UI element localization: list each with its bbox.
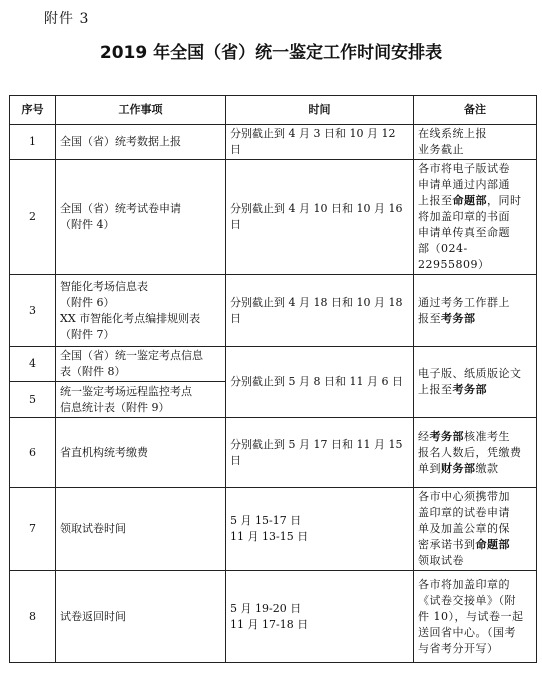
time-line: 5 月 15-17 日 — [230, 514, 302, 527]
note-text: 报名人数后，凭缴费 — [418, 445, 522, 459]
work-item — [56, 488, 226, 571]
row-number: 6 — [10, 418, 56, 488]
row-note — [414, 160, 537, 275]
table-row — [10, 160, 537, 275]
work-item-line: 领取试卷时间 — [60, 522, 126, 535]
note-line — [418, 177, 532, 193]
note-text: 缴款 — [475, 461, 499, 475]
work-item-line: 全国（省）统考试卷申请 — [60, 202, 181, 215]
header-item: 工作事项 — [56, 96, 226, 125]
row-time — [226, 275, 414, 347]
note-line — [418, 537, 532, 553]
note-line — [418, 142, 532, 158]
table-row — [10, 347, 537, 382]
note-text: 盖印章的试卷申请 — [418, 506, 510, 519]
note-text: 密承诺书到 — [418, 538, 476, 551]
work-item — [56, 160, 226, 275]
note-text: ，同时 — [487, 194, 522, 207]
work-item-line: 全国（省）统考数据上报 — [60, 135, 181, 148]
note-line — [418, 241, 532, 273]
note-text: 各市中心须携带加 — [418, 490, 510, 503]
note-line — [418, 382, 532, 398]
row-time — [226, 160, 414, 275]
work-item — [56, 125, 226, 160]
row-number: 4 — [10, 347, 56, 382]
header-time: 时间 — [226, 96, 414, 125]
note-text: 业务截止 — [418, 143, 464, 156]
note-line — [418, 521, 532, 537]
work-item — [56, 382, 226, 418]
row-note — [414, 275, 537, 347]
note-text: 《试卷交接单》（附 — [418, 593, 516, 607]
row-time — [226, 488, 414, 571]
time-line: 分别截止到 4 月 3 日和 10 月 12 日 — [230, 127, 396, 156]
note-line — [418, 209, 532, 225]
row-time — [226, 418, 414, 488]
highlight-department: 考务部 — [441, 311, 476, 325]
highlight-department: 财务部 — [441, 461, 476, 475]
note-text: 件 10），与试卷一起 — [418, 609, 524, 623]
highlight-department: 命题部 — [475, 538, 510, 551]
note-text: 各市将电子版试卷 — [418, 162, 510, 175]
work-item-line: （附件 6） — [60, 295, 115, 309]
note-line — [418, 625, 532, 641]
note-text: 将加盖印章的书面 — [418, 210, 510, 223]
note-text: 申请单传真至命题 — [418, 226, 510, 239]
row-number: 8 — [10, 571, 56, 663]
time-line: 分别截止到 5 月 8 日和 11 月 6 日 — [230, 375, 403, 388]
row-note — [414, 488, 537, 571]
note-line — [418, 641, 532, 657]
note-text: 单到 — [418, 461, 441, 475]
highlight-department: 考务部 — [452, 383, 487, 396]
row-time — [226, 571, 414, 663]
work-item — [56, 275, 226, 347]
note-line — [418, 445, 532, 461]
note-text: 送回省中心。（国考 — [418, 625, 516, 639]
note-text: 申请单通过内部通 — [418, 178, 510, 191]
time-line: 11 月 13-15 日 — [230, 530, 309, 543]
note-line — [418, 161, 532, 177]
note-line — [418, 311, 532, 327]
row-time — [226, 125, 414, 160]
note-line — [418, 126, 532, 142]
row-note — [414, 571, 537, 663]
table-row — [10, 418, 537, 488]
note-line — [418, 489, 532, 505]
header-note: 备注 — [414, 96, 537, 125]
note-text: 上报至 — [418, 383, 453, 396]
note-line — [418, 366, 532, 382]
note-text: 各市将加盖印章的 — [418, 577, 510, 591]
note-line — [418, 577, 532, 593]
work-item-line: 信息统计表（附件 9） — [60, 400, 170, 414]
work-item-line: 省直机构统考缴费 — [60, 445, 148, 459]
time-line: 11 月 17-18 日 — [230, 617, 309, 631]
note-text: 与省考分开写） — [418, 641, 499, 655]
row-note — [414, 125, 537, 160]
row-number: 5 — [10, 382, 56, 418]
time-line: 分别截止到 4 月 10 日和 10 月 16 日 — [230, 202, 403, 231]
note-line — [418, 429, 532, 445]
schedule-table — [9, 95, 537, 663]
work-item — [56, 571, 226, 663]
table-row — [10, 488, 537, 571]
note-text: 经 — [418, 429, 430, 443]
work-item-line: 试卷返回时间 — [60, 609, 126, 623]
row-note — [414, 347, 537, 418]
highlight-department: 命题部 — [452, 194, 487, 207]
work-item-line: 表（附件 8） — [60, 365, 126, 378]
table-header-row — [10, 96, 537, 125]
work-item-line: （附件 7） — [60, 327, 115, 341]
note-line — [418, 461, 532, 477]
attachment-label: 附件 3 — [44, 11, 90, 27]
page-title: 2019 年全国（省）统一鉴定工作时间安排表 — [99, 43, 443, 63]
note-text: 部（024-22955809） — [418, 242, 490, 271]
work-item-line: 全国（省）统一鉴定考点信息 — [60, 349, 203, 362]
work-item-line: 智能化考场信息表 — [60, 279, 148, 293]
note-text: 报至 — [418, 311, 441, 325]
note-line — [418, 295, 532, 311]
note-text: 上报至 — [418, 194, 453, 207]
row-number: 7 — [10, 488, 56, 571]
header-no: 序号 — [10, 96, 56, 125]
work-item-line: XX 市智能化考点编排规则表 — [60, 311, 201, 325]
note-line — [418, 505, 532, 521]
row-time — [226, 347, 414, 418]
note-text: 在线系统上报 — [418, 127, 487, 140]
note-text: 通过考务工作群上 — [418, 295, 510, 309]
work-item — [56, 347, 226, 382]
row-number: 1 — [10, 125, 56, 160]
note-line — [418, 553, 532, 569]
note-line — [418, 609, 532, 625]
note-text: 核准考生 — [464, 429, 510, 443]
row-number: 3 — [10, 275, 56, 347]
row-note — [414, 418, 537, 488]
note-text: 电子版、纸质版论文 — [418, 367, 522, 380]
table-row — [10, 125, 537, 160]
work-item-line: （附件 4） — [60, 218, 115, 231]
note-text: 单及加盖公章的保 — [418, 522, 510, 535]
highlight-department: 考务部 — [429, 429, 464, 443]
time-line: 5 月 19-20 日 — [230, 601, 302, 615]
row-number: 2 — [10, 160, 56, 275]
table-row — [10, 571, 537, 663]
time-line: 分别截止到 5 月 17 日和 11 月 15 日 — [230, 437, 403, 467]
time-line: 分别截止到 4 月 18 日和 10 月 18 日 — [230, 295, 403, 325]
work-item — [56, 418, 226, 488]
note-line — [418, 225, 532, 241]
note-text: 领取试卷 — [418, 554, 464, 567]
note-line — [418, 193, 532, 209]
work-item-line: 统一鉴定考场远程监控考点 — [60, 384, 192, 398]
note-line — [418, 593, 532, 609]
table-row — [10, 275, 537, 347]
